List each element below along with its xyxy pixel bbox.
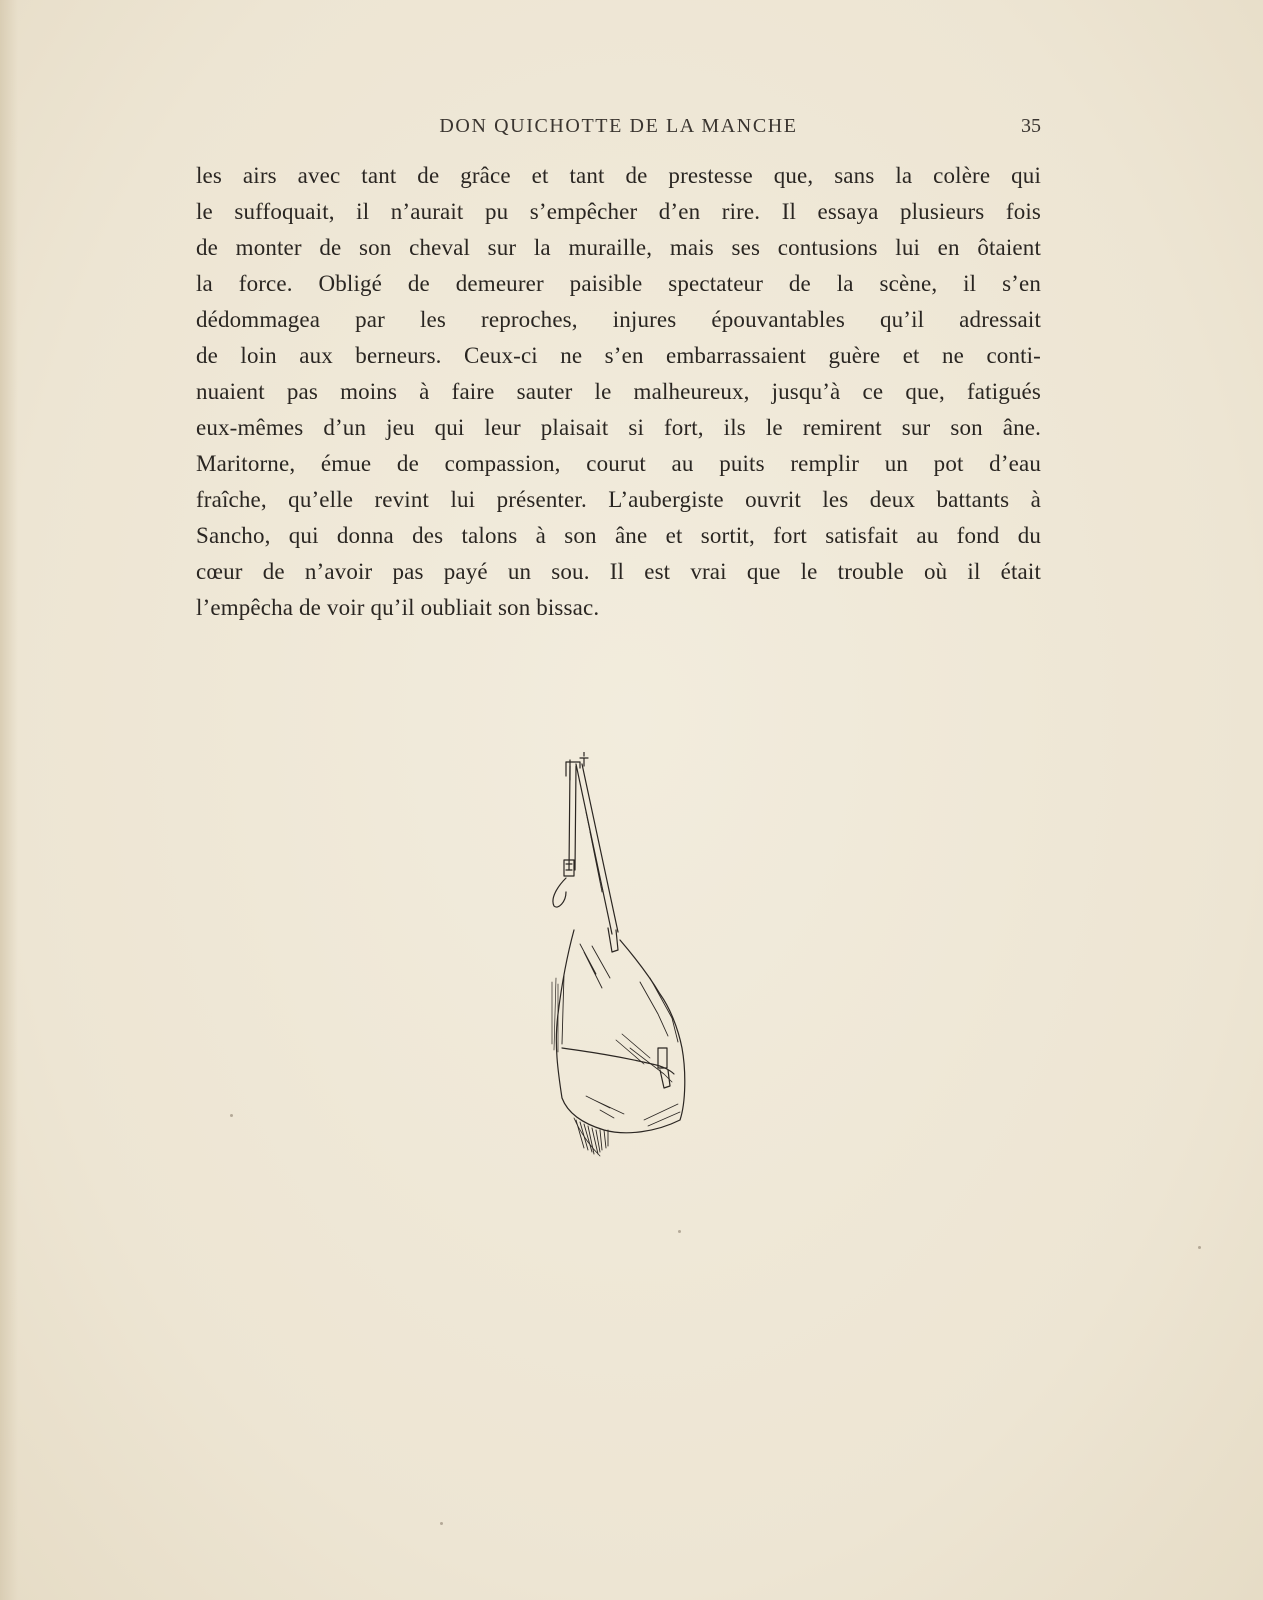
paper-speck (1198, 1246, 1201, 1249)
paper-speck (440, 1522, 443, 1525)
text-line: les airs avec tant de grâce et tant de prestesse que, sans la colère qui (196, 163, 1041, 188)
paper-speck (678, 1230, 681, 1233)
text-line: cœur de n’avoir pas payé un sou. Il est vrai que le trouble où il était (196, 559, 1041, 584)
text-line: nuaient pas moins à faire sauter le malheureux, jusqu’à ce que, fatigués (196, 379, 1041, 404)
text-line: le suffoquait, il n’aurait pu s’empêcher d’en rire. Il essaya plusieurs fois (196, 199, 1041, 224)
text-line: de loin aux berneurs. Ceux-ci ne s’en embarrassaient guère et ne conti- (196, 343, 1041, 368)
page-gutter-shadow (0, 0, 18, 1600)
running-title: DON QUICHOTTE DE LA MANCHE (439, 115, 798, 137)
text-line: la force. Obligé de demeurer paisible spectateur de la scène, il s’en (196, 271, 1041, 296)
body-text (196, 158, 1041, 626)
text-line: de monter de son cheval sur la muraille, mais ses contusions lui en ôtaient (196, 235, 1041, 260)
running-head (196, 115, 1041, 141)
hanging-saddlebag-drawing-icon (540, 752, 710, 1182)
text-line: Sancho, qui donna des talons à son âne et sortit, fort satisfait au fond du (196, 523, 1041, 548)
text-line: eux-mêmes d’un jeu qui leur plaisait si fort, ils le remirent sur son âne. (196, 415, 1041, 440)
text-line: l’empêcha de voir qu’il oubliait son bissac. (196, 595, 600, 620)
text-line: fraîche, qu’elle revint lui présenter. L’aubergiste ouvrit les deux battants à (196, 487, 1041, 512)
page-number: 35 (1021, 115, 1041, 137)
paper-speck (230, 1114, 233, 1117)
text-line: dédommagea par les reproches, injures épouvantables qu’il adressait (196, 307, 1041, 332)
text-line: Maritorne, émue de compassion, courut au puits remplir un pot d’eau (196, 451, 1041, 476)
